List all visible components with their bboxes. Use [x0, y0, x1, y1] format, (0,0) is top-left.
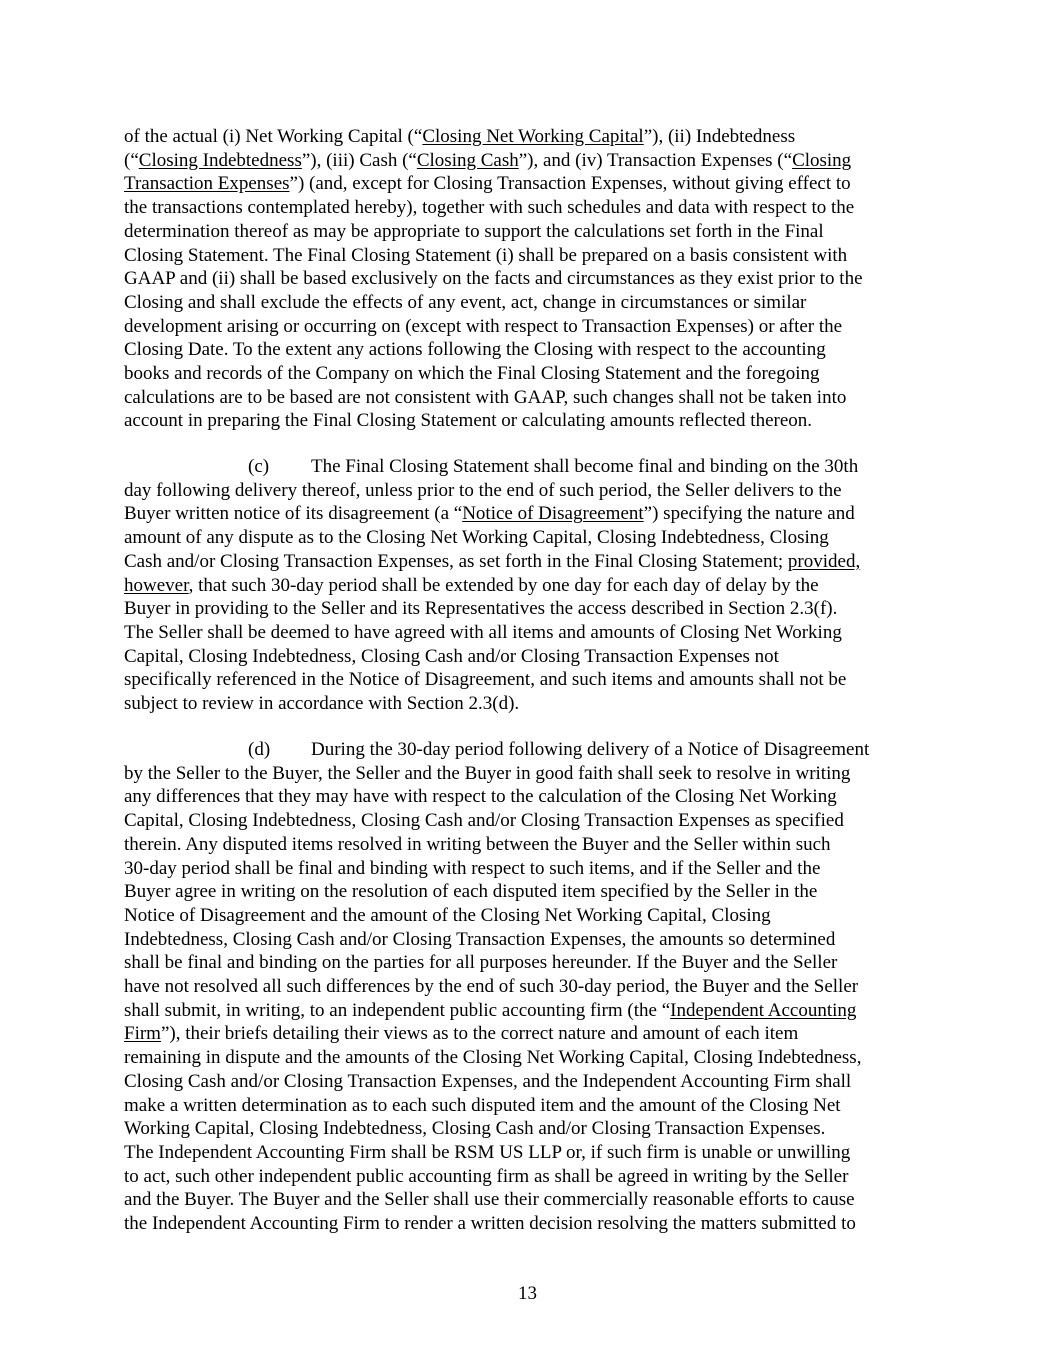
defined-term: Closing Net Working Capital	[422, 126, 644, 147]
text-line	[124, 597, 930, 621]
text-run: books and records of the Company on which the Final Closing Statement and the foregoing	[124, 363, 820, 385]
defined-term: Firm	[124, 1023, 161, 1045]
text-run: the transactions contemplated hereby), together with such schedules and data with respect to the	[124, 197, 855, 219]
text-run: shall submit, in writing, to an independent public accounting firm (the “	[124, 999, 671, 1021]
text-line	[124, 479, 930, 503]
defined-term: Notice of Disagreement	[462, 503, 644, 525]
text-line	[124, 550, 930, 574]
text-run: , that such 30-day period shall be extended by one day for each day of delay by the	[188, 574, 819, 596]
text-line	[124, 220, 930, 244]
text-line	[124, 692, 930, 716]
text-run: (“	[124, 149, 139, 171]
text-run: shall be final and binding on the parties for all purposes hereunder. If the Buyer and the Seller	[124, 952, 838, 974]
text-line	[124, 762, 930, 786]
text-run: The Final Closing Statement shall become final and binding on the 30th	[311, 456, 859, 477]
text-run: Working Capital, Closing Indebtedness, Closing Cash and/or Closing Transaction Expenses.	[124, 1118, 826, 1140]
text-line	[124, 928, 930, 952]
text-line	[124, 455, 930, 479]
text-line	[124, 526, 930, 550]
section-label: (c)	[248, 456, 270, 477]
defined-term: Closing Indebtedness	[138, 149, 302, 171]
text-line	[124, 172, 930, 196]
text-line	[124, 1188, 930, 1212]
text-run: Capital, Closing Indebtedness, Closing Cash and/or Closing Transaction Expenses as specified	[124, 810, 844, 832]
text-line	[124, 149, 930, 173]
text-run: therein. Any disputed items resolved in writing between the Buyer and the Seller within such	[124, 833, 831, 855]
text-line	[124, 291, 930, 315]
text-line	[124, 267, 930, 291]
text-run: Cash and/or Closing Transaction Expenses, as set forth in the Final Closing Statement;	[124, 550, 788, 572]
section-label: (d)	[248, 739, 271, 760]
text-run: subject to review in accordance with Section 2.3(d).	[124, 693, 520, 715]
text-run: Notice of Disagreement and the amount of the Closing Net Working Capital, Closing	[124, 904, 771, 926]
text-run: The Independent Accounting Firm shall be RSM US LLP or, if such firm is unable or unwilling	[124, 1141, 851, 1163]
text-run: ”) specifying the nature and	[643, 503, 855, 525]
text-line	[124, 904, 930, 928]
text-run: Closing Date. To the extent any actions following the Closing with respect to the accounting	[124, 339, 826, 361]
paragraph-b-continuation	[124, 125, 930, 433]
text-line	[124, 315, 930, 339]
text-run: ”), (ii) Indebtedness	[643, 126, 796, 147]
text-line	[124, 1022, 930, 1046]
text-run: The Seller shall be deemed to have agreed with all items and amounts of Closing Net Working	[124, 621, 842, 643]
defined-term: provided,	[787, 550, 861, 572]
text-line	[124, 362, 930, 386]
text-run: make a written determination as to each such disputed item and the amount of the Closing Net	[124, 1094, 841, 1116]
text-line	[124, 880, 930, 904]
text-run: any differences that they may have with respect to the calculation of the Closing Net Working	[124, 786, 837, 808]
text-run: to act, such other independent public accounting firm as shall be agreed in writing by the Seller	[124, 1165, 849, 1187]
text-line	[124, 1046, 930, 1070]
text-run: Capital, Closing Indebtedness, Closing Cash and/or Closing Transaction Expenses not	[124, 645, 779, 667]
page-number: 13	[518, 1283, 537, 1304]
text-line	[124, 125, 930, 149]
text-run: specifically referenced in the Notice of Disagreement, and such items and amounts shall not be	[124, 669, 847, 691]
text-line	[124, 668, 930, 692]
text-run: of the actual (i) Net Working Capital (“	[124, 126, 423, 147]
text-line	[124, 574, 930, 598]
text-run: amount of any dispute as to the Closing Net Working Capital, Closing Indebtedness, Closing	[124, 527, 829, 549]
text-run: ”), (iii) Cash (“	[301, 149, 417, 171]
text-run: Buyer in providing to the Seller and its Representatives the access described in Section 2.3(f).	[124, 598, 838, 620]
text-line	[124, 1165, 930, 1189]
text-run: Closing Statement. The Final Closing Statement (i) shall be prepared on a basis consistent with	[124, 244, 848, 266]
text-line	[124, 409, 930, 433]
text-run: the Independent Accounting Firm to render a written decision resolving the matters submitted to	[124, 1213, 856, 1235]
text-run: calculations are to be based are not consistent with GAAP, such changes shall not be taken into	[124, 386, 847, 408]
text-line	[124, 951, 930, 975]
text-run: Closing Cash and/or Closing Transaction Expenses, and the Independent Accounting Firm shall	[124, 1070, 852, 1092]
text-line	[124, 785, 930, 809]
text-run: development arising or occurring on (except with respect to Transaction Expenses) or after the	[124, 315, 843, 337]
text-line	[124, 1094, 930, 1118]
text-line	[124, 1117, 930, 1141]
text-line	[124, 975, 930, 999]
paragraph-c	[124, 455, 930, 716]
paragraph-d	[124, 738, 930, 1236]
text-run: Buyer written notice of its disagreement (a “	[124, 503, 463, 525]
text-line	[124, 621, 930, 645]
text-line	[124, 502, 930, 526]
text-run: GAAP and (ii) shall be based exclusively on the facts and circumstances as they exist prior to the	[124, 268, 863, 290]
text-run: Indebtedness, Closing Cash and/or Closing Transaction Expenses, the amounts so determined	[124, 928, 836, 950]
text-run: ”), their briefs detailing their views as to the correct nature and amount of each item	[160, 1023, 799, 1045]
defined-term: however	[124, 574, 189, 596]
text-run: by the Seller to the Buyer, the Seller and the Buyer in good faith shall seek to resolve in writing	[124, 762, 851, 784]
text-run: Buyer agree in writing on the resolution of each disputed item specified by the Seller in the	[124, 881, 818, 903]
text-line	[124, 645, 930, 669]
text-line	[124, 338, 930, 362]
text-line	[124, 244, 930, 268]
text-line	[124, 1212, 930, 1236]
text-line	[124, 833, 930, 857]
text-run: Closing and shall exclude the effects of any event, act, change in circumstances or similar	[124, 291, 807, 313]
defined-term: Transaction Expenses	[124, 173, 290, 195]
text-line	[124, 196, 930, 220]
text-run: day following delivery thereof, unless prior to the end of such period, the Seller delivers to the	[124, 479, 842, 501]
defined-term: Independent Accounting	[670, 999, 857, 1021]
text-run: remaining in dispute and the amounts of the Closing Net Working Capital, Closing Indebtedness,	[124, 1047, 862, 1069]
defined-term: Closing	[792, 149, 852, 171]
defined-term: Closing Cash	[416, 149, 519, 171]
text-run: ”), and (iv) Transaction Expenses (“	[518, 149, 793, 171]
text-line	[124, 738, 930, 762]
text-run: and the Buyer. The Buyer and the Seller shall use their commercially reasonable efforts to cause	[124, 1189, 855, 1211]
text-line	[124, 857, 930, 881]
text-line	[124, 999, 930, 1023]
text-run: account in preparing the Final Closing Statement or calculating amounts reflected thereon.	[124, 410, 813, 432]
text-line	[124, 1141, 930, 1165]
text-line	[124, 1070, 930, 1094]
text-run: ”) (and, except for Closing Transaction Expenses, without giving effect to	[289, 173, 851, 195]
text-run: determination thereof as may be appropriate to support the calculations set forth in the Final	[124, 220, 824, 242]
text-line	[124, 386, 930, 410]
text-run: During the 30-day period following delivery of a Notice of Disagreement	[311, 739, 870, 760]
text-run: 30-day period shall be final and binding with respect to such items, and if the Seller and the	[124, 857, 821, 879]
text-line	[124, 809, 930, 833]
text-run: have not resolved all such differences by the end of such 30-day period, the Buyer and the Seller	[124, 976, 859, 998]
